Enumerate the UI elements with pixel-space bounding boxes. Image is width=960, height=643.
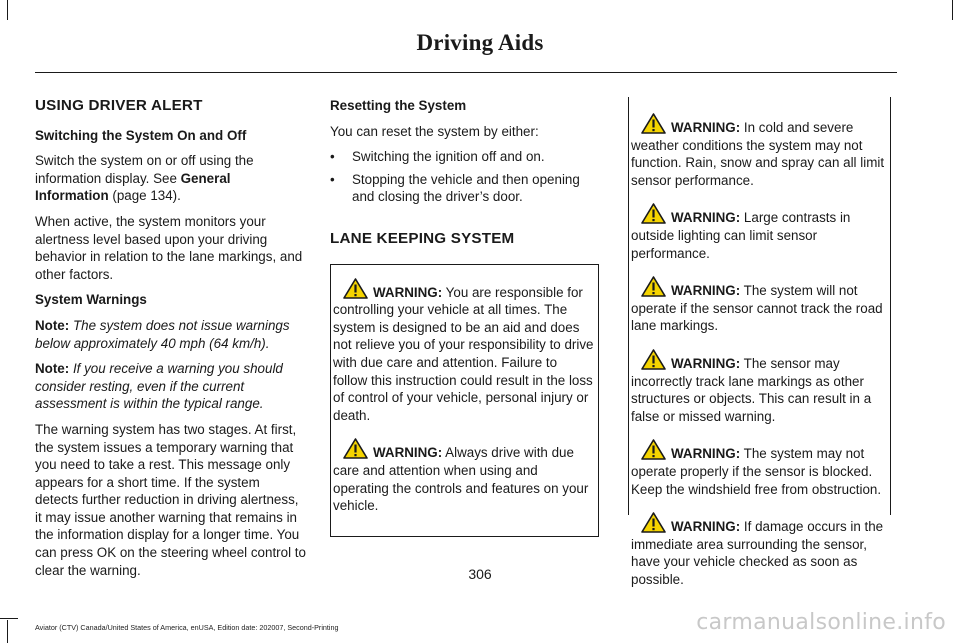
warning-box-col3 <box>628 97 891 587</box>
warning-text: Always drive with due care and attention when using and operating the controls and features on your vehicle. <box>333 445 589 514</box>
warning-triangle-icon <box>641 349 666 370</box>
paragraph-switch <box>35 152 306 205</box>
paragraph-reset: You can reset the system by either: <box>330 123 539 139</box>
warning-triangle-icon <box>641 439 666 460</box>
warning-text: The system may not operate properly if the sensor is blocked. Keep the windshield free from obstruction. <box>631 446 882 497</box>
warning-box-col2 <box>330 264 599 537</box>
column-2 <box>330 97 599 537</box>
warning-item <box>631 343 888 425</box>
list-item: • Switching the ignition off and on. <box>330 148 599 166</box>
crop-mark-bottom-left-h <box>0 618 18 619</box>
warning-box-bottom-rule <box>331 536 598 537</box>
subheading-switching: Switching the System On and Off <box>35 127 247 143</box>
crop-mark-top-right-v <box>952 0 953 20</box>
warning-label: WARNING: <box>671 355 741 371</box>
subheading-system-warnings: System Warnings <box>35 292 147 308</box>
paragraph-two-stages: The warning system has two stages. At first, the system issues a temporary warning that you need to take a rest. This message only appears for a short time. If the system detects further reduction in driving alertness, it may issue another warning that remains in the information display for a longer time. You can press OK on the steering wheel control to clear the warning. <box>35 421 306 578</box>
warning-text: If damage occurs in the immediate area surrounding the sensor, have your vehicle checked as soon as possible. <box>631 519 884 587</box>
warning-text: Large contrasts in outside lighting can limit sensor performance. <box>631 210 851 261</box>
header-rule <box>35 72 897 73</box>
warning-label: WARNING: <box>671 283 741 299</box>
paragraph-switch-tail: (page 134). <box>108 188 181 204</box>
warning-label: WARNING: <box>671 120 741 135</box>
warning-triangle-icon <box>343 438 368 459</box>
warning-label: WARNING: <box>373 445 443 461</box>
paragraph-switch-text: Switch the system on or off using the information display. See <box>35 153 254 186</box>
warning-box-top-rule <box>331 264 598 265</box>
warning-triangle-icon <box>641 512 666 533</box>
column-1 <box>35 97 306 587</box>
warning-text: You are responsible for controlling your vehicle at all times. The system is designed to be an aid and does not relieve you of your responsibility to drive with due care and attention. Failure to follow this instruction could result in the loss of control of your vehicle, personal injury or death. <box>333 284 594 423</box>
section-title-driver-alert: USING DRIVER ALERT <box>35 97 203 114</box>
warning-triangle-icon <box>343 278 368 299</box>
warning-label: WARNING: <box>671 210 741 226</box>
warning-triangle-icon <box>641 113 666 134</box>
note-label: Note: <box>35 317 70 333</box>
watermark: carmanualsonline.info <box>696 610 946 635</box>
warning-label: WARNING: <box>373 284 443 300</box>
reset-bullet-list <box>330 148 599 206</box>
warning-item <box>333 272 594 425</box>
crop-mark-bottom-left-v <box>7 620 8 643</box>
warning-item <box>333 432 594 514</box>
list-item: • Stopping the vehicle and then opening and closing the driver’s door. <box>330 171 599 206</box>
warning-triangle-icon <box>641 203 666 224</box>
subheading-resetting: Resetting the System <box>330 98 467 113</box>
warning-label: WARNING: <box>671 519 741 535</box>
warning-triangle-icon <box>641 276 666 297</box>
warning-text: The sensor may incorrectly track lane markings as other structures or objects. This can result in a false or missed warning. <box>631 355 872 424</box>
warning-text: The system will not operate if the sensor cannot track the road lane markings. <box>631 283 883 334</box>
note-1-text: The system does not issue warnings below approximately 40 mph (64 km/h). <box>35 317 290 351</box>
warning-item <box>631 270 888 335</box>
crop-mark-top-left-v <box>7 0 8 20</box>
footer-edition: Aviator (CTV) Canada/United States of America, enUSA, Edition date: 202007, Second-Printing <box>35 623 339 632</box>
note-2 <box>35 360 306 413</box>
warning-label: WARNING: <box>671 446 741 462</box>
page-header-title: Driving Aids <box>416 30 544 55</box>
warning-item <box>631 197 888 262</box>
note-label: Note: <box>35 361 70 377</box>
warning-item <box>631 433 888 498</box>
section-title-lane-keeping: LANE KEEPING SYSTEM <box>330 229 515 247</box>
page-number: 306 <box>468 566 492 582</box>
note-1 <box>35 317 306 352</box>
warning-text: In cold and severe weather conditions the system may not function. Rain, snow and spray can all limit sensor performance. <box>631 120 885 188</box>
warning-item <box>631 107 888 189</box>
note-2-text: If you receive a warning you should consider resting, even if the current assessment is within the typical range. <box>35 361 283 412</box>
link-general-information[interactable]: General Information <box>35 170 231 204</box>
paragraph-when-active: When active, the system monitors your alertness level based upon your driving behavior in relation to the lane markings, and other factors. <box>35 213 303 282</box>
